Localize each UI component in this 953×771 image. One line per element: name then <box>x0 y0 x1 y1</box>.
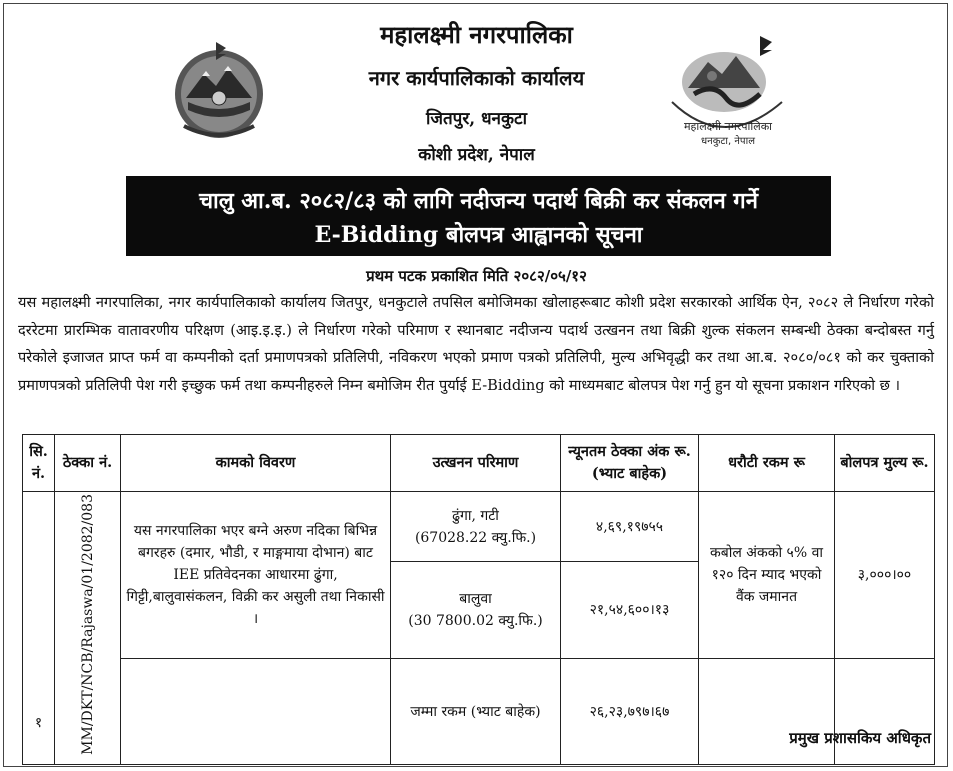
notice-title-line1: चालु आ.ब. २०८२/८३ को लागि नदीजन्य पदार्थ बिक्री कर संकलन गर्ने <box>199 188 758 214</box>
cell-amount-stone: ४,६९,१९७५५ <box>561 492 699 562</box>
header-deposit: धरौटी रकम रू <box>699 435 835 492</box>
notice-title-line2: E-Bidding बोलपत्र आह्वानको सूचना <box>314 222 643 248</box>
contract-no-text: MM/DKT/NCB/Rajaswa/01/2082/083 <box>79 494 96 755</box>
municipality-name: महालक्ष्मी नगरपालिका <box>380 20 573 49</box>
header-bid-price: बोलपत्र मुल्य रू. <box>835 435 935 492</box>
header-min-amount: न्यूनतम ठेक्का अंक रू. (भ्याट बाहेक) <box>561 435 699 492</box>
office-name: नगर कार्यपालिकाको कार्यालय <box>368 66 585 90</box>
province-country: कोशी प्रदेश, नेपाल <box>418 145 535 165</box>
qty-sand-value: (30 7800.02 क्यु.फि.) <box>408 613 543 630</box>
cell-description: यस नगरपालिका भएर बग्ने अरुण नदिका बिभिन्न बगरहरु (दमार, भौडी, र माङ्गमाया दोभान) बाट IEE प्रतिवेदनका आधारमा ढुंगा, गिट्टी,बालुवासंकलन, विक्री कर असुली तथा निकासी । <box>121 492 391 659</box>
publish-date: प्रथम पटक प्रकाशित मिति २०८२/०५/१२ <box>366 267 587 285</box>
notice-title-banner <box>126 176 831 256</box>
signatory-title: प्रमुख प्रशासकिय अधिकृत <box>789 729 931 747</box>
logo-caption: महालक्ष्मी नगरपालिका <box>683 120 773 133</box>
cell-sn: १ <box>23 492 55 765</box>
cell-bid-price: ३,०००।०० <box>835 492 935 659</box>
qty-sand-label: बालुवा <box>459 591 492 608</box>
header-contract-no: ठेक्का नं. <box>55 435 121 492</box>
table-total-row <box>23 659 935 765</box>
cell-total-amount: २६,२३,७९७।६७ <box>561 659 699 765</box>
cell-empty-bid <box>835 659 935 765</box>
qty-stone-value: (67028.22 क्यु.फि.) <box>414 529 537 546</box>
qty-stone-label: ढुंगा, गटी <box>452 507 499 524</box>
bid-table <box>22 434 935 765</box>
table-header-row <box>23 435 935 492</box>
office-location: जितपुर, धनकुटा <box>425 109 528 129</box>
cell-empty-description <box>121 659 391 765</box>
notice-paragraph: यस महालक्ष्मी नगरपालिका, नगर कार्यपालिकाको कार्यालय जितपुर, धनकुटाले तपसिल बमोजिमका खोलाहरूबाट कोशी प्रदेश सरकारको आर्थिक ऐन, २०८२ ले निर्धारण गरेको दररेटमा प्रारम्भिक वातावरणीय परिक्षण (आइ.इ.इ.) ले निर्धारण गरेको परिमाण र स्थानबाट नदीजन्य पदार्थ उत्खनन तथा बिक्री शुल्क संकलन सम्बन्धी ठेक्का बन्दोबस्त गर्नु परेकोले इजाजत प्राप्त फर्म वा कम्पनीको दर्ता प्रमाणपत्रको प्रतिलिपी, नविकरण भएको प्रमाण पत्रको प्रतिलिपी, मुल्य अभिवृद्धी कर तथा आ.ब. २०८०/०८१ को कर चुक्ताको प्रमाणपत्रको प्रतिलिपी पेश गरी इच्छुक फर्म तथा कम्पनीहरुले निम्न बमोजिम रीत पुर्याई E-Bidding को माध्यमबाट बोलपत्र पेश गर्नु हुन यो सूचना प्रकाशन गरिएको छ । <box>18 294 934 394</box>
table-row <box>23 492 935 562</box>
cell-deposit: कबोल अंकको ५% वा १२० दिन म्याद भएको वैंक जमानत <box>699 492 835 659</box>
cell-quantity-stone <box>391 492 561 562</box>
cell-empty-deposit <box>699 659 835 765</box>
cell-contract-no <box>55 492 121 765</box>
cell-quantity-sand <box>391 562 561 659</box>
cell-amount-sand: २१,५४,६००।१३ <box>561 562 699 659</box>
header-description: कामको विवरण <box>121 435 391 492</box>
header-quantity: उत्खनन परिमाण <box>391 435 561 492</box>
header-sn: सि. नं. <box>23 435 55 492</box>
cell-total-label: जम्मा रकम (भ्याट बाहेक) <box>391 659 561 765</box>
logo-caption-sub: धनकुटा, नेपाल <box>701 136 755 147</box>
